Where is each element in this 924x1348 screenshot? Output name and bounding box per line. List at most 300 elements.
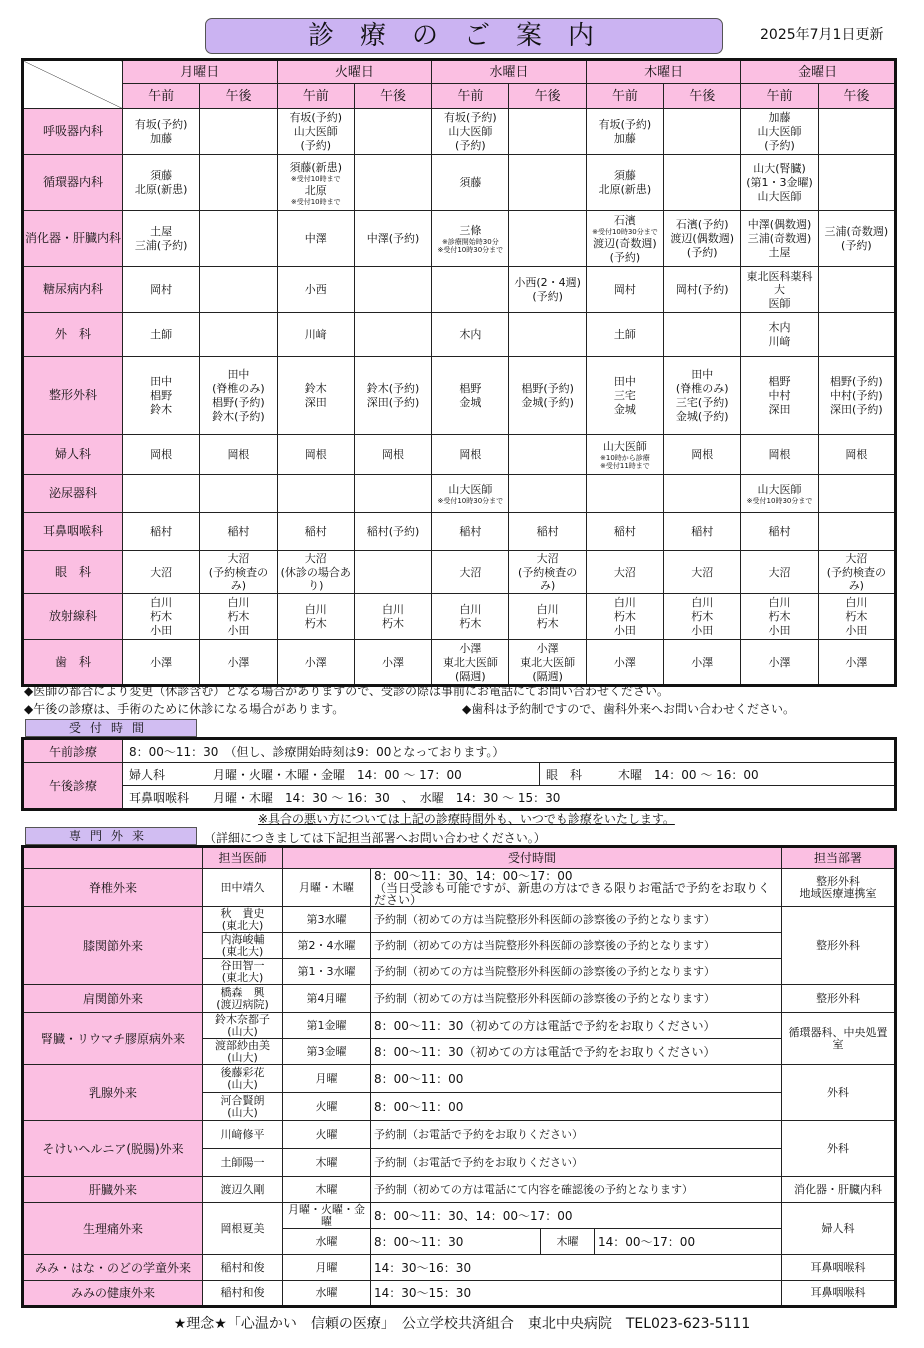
doctor-entry: 三宅(予約) xyxy=(675,396,729,409)
schedule-cell xyxy=(277,435,354,475)
hours: 14：30～15：30 xyxy=(374,1286,472,1300)
doctor-entry: 山大医師 xyxy=(757,125,802,138)
special-row xyxy=(23,1177,896,1203)
schedule-cell xyxy=(354,435,431,475)
doctor-entry: 有坂(予約) xyxy=(289,111,343,124)
weekday: 第4月曜 xyxy=(283,985,371,1013)
hours-text xyxy=(371,959,782,985)
weekday: 火曜 xyxy=(283,1093,371,1121)
schedule-cell xyxy=(432,357,509,435)
schedule-cell xyxy=(586,594,663,640)
special-row xyxy=(23,1203,896,1229)
doctor-entry: 稲村 xyxy=(691,525,714,538)
schedule-cell xyxy=(586,640,663,686)
doctor-entry: 山大医師 xyxy=(757,483,802,496)
clinic-name: 腎臓・リウマチ膠原病外来 xyxy=(23,1013,203,1065)
schedule-cell xyxy=(432,155,509,211)
pm-header: 午後 xyxy=(354,84,431,109)
schedule-cell xyxy=(664,475,741,513)
schedule-cell xyxy=(741,211,818,267)
clinic-name: 肩関節外来 xyxy=(23,985,203,1013)
schedule-cell xyxy=(664,513,741,551)
schedule-cell xyxy=(664,640,741,686)
schedule-cell xyxy=(354,267,431,313)
doctor-entry: 金城 xyxy=(459,396,482,409)
clinic-name: 乳腺外来 xyxy=(23,1065,203,1121)
doctor-entry: 朽木 xyxy=(613,610,636,623)
clinic-name: 肝臓外来 xyxy=(23,1177,203,1203)
schedule-cell xyxy=(354,109,431,155)
doctor-entry: 川﨑 xyxy=(304,328,327,341)
department-name-2: 地域医療連携室 xyxy=(799,886,877,900)
doctor-entry: 稲村 xyxy=(768,525,791,538)
doctor-entry: 山大医師 xyxy=(293,125,338,138)
doctor-entry: 有坂(予約) xyxy=(134,118,188,131)
doctor-entry: 岡根 xyxy=(845,448,868,461)
doctor-entry: 白川 xyxy=(613,596,636,609)
weekday: 月曜 xyxy=(283,1255,371,1281)
doctor-entry: 東北大医師 xyxy=(520,655,576,669)
doctor-entry: 加藤 xyxy=(150,132,173,145)
special-row xyxy=(23,985,896,1013)
schedule-cell xyxy=(277,551,354,594)
schedule-row xyxy=(23,594,896,640)
schedule-cell xyxy=(586,435,663,475)
doctor-entry: 岡根 xyxy=(459,448,482,461)
schedule-cell xyxy=(509,357,586,435)
doctor-entry: 須藤 xyxy=(150,169,173,182)
schedule-cell xyxy=(200,475,277,513)
schedule-cell xyxy=(200,594,277,640)
schedule-cell xyxy=(818,267,895,313)
day-fri: 金曜日 xyxy=(741,60,896,84)
schedule-cell xyxy=(200,267,277,313)
schedule-cell xyxy=(123,640,200,686)
weekday: 木曜 xyxy=(283,1149,371,1177)
doctor-entry: 朽木 xyxy=(768,610,791,623)
schedule-cell xyxy=(277,475,354,513)
header-dept: 担当部署 xyxy=(782,847,896,869)
doctor-cell xyxy=(203,1121,283,1149)
dept-name: 消化器・肝臓内科 xyxy=(23,211,123,267)
doctor-entry: (脊椎のみ) xyxy=(212,382,265,395)
doctor-entry: 岡根 xyxy=(382,448,405,461)
hours-text xyxy=(371,907,782,933)
hours-note: （当日受診も可能ですが、新患の方はできる限りお電話で予約をお取りください） xyxy=(374,880,771,907)
hours: 予約制（初めての方は電話にて内容を確認後の予約となります） xyxy=(374,1182,693,1196)
hours-text xyxy=(371,985,782,1013)
schedule-cell xyxy=(818,357,895,435)
doctor-entry: (予約検査のみ) xyxy=(826,566,886,592)
doctor-entry: 朽木 xyxy=(691,610,714,623)
doctor-entry: ※診療開始時30分 xyxy=(441,238,499,246)
doctor-entry: 朽木 xyxy=(382,617,405,630)
department xyxy=(782,907,896,985)
schedule-cell xyxy=(200,357,277,435)
schedule-cell xyxy=(432,475,509,513)
weekday-2: 木曜 xyxy=(541,1229,595,1255)
doctor-entry: 白川 xyxy=(768,596,791,609)
doctor-entry: 深田(予約) xyxy=(366,396,420,409)
doctor-entry: 三浦(奇数週) xyxy=(824,225,889,238)
schedule-cell xyxy=(509,640,586,686)
schedule-cell xyxy=(354,313,431,357)
doctor-cell xyxy=(203,1093,283,1121)
schedule-cell xyxy=(432,313,509,357)
doctor-entry: 中澤 xyxy=(304,232,327,245)
weekday: 第3水曜 xyxy=(283,907,371,933)
schedule-row xyxy=(23,435,896,475)
day-wed: 水曜日 xyxy=(432,60,587,84)
doctor-entry: 鈴木 xyxy=(304,382,327,395)
doctor-name: 岡根夏美 xyxy=(220,1221,265,1235)
schedule-cell xyxy=(277,313,354,357)
doctor-entry: (脊椎のみ) xyxy=(675,382,729,395)
doctor-entry: 石濱(予約) xyxy=(675,218,729,231)
weekday: 第2・4水曜 xyxy=(283,933,371,959)
doctor-entry: ※受付10時30分まで xyxy=(592,227,658,236)
updated-date: 2025年7月1日更新 xyxy=(760,27,884,43)
doctor-entry: 渡辺(偶数週) xyxy=(670,232,735,245)
schedule-cell xyxy=(200,313,277,357)
schedule-cell xyxy=(741,267,818,313)
doctor-entry: 白川 xyxy=(459,603,482,616)
hours: 8：00～11：30、14：00～17：00 xyxy=(374,868,573,883)
doctor-entry: 岡根 xyxy=(768,448,791,461)
department xyxy=(782,1121,896,1177)
schedule-cell xyxy=(818,211,895,267)
hours-text xyxy=(371,1149,782,1177)
schedule-cell xyxy=(818,513,895,551)
doctor-name: 橋森 興 xyxy=(220,985,265,999)
doctor-entry: 中澤(予約) xyxy=(366,232,420,245)
doctor-cell xyxy=(203,1013,283,1039)
doctor-entry: 稲村 xyxy=(613,525,636,538)
doctor-entry: 須藤 xyxy=(459,176,482,189)
schedule-cell xyxy=(586,313,663,357)
doctor-entry: 小澤 xyxy=(845,655,868,669)
dept-name: 眼 科 xyxy=(23,551,123,594)
hours-text xyxy=(371,1093,782,1121)
doctor-cell xyxy=(203,985,283,1013)
department xyxy=(782,869,896,907)
doctor-entry: 鈴木 xyxy=(150,403,173,416)
schedule-cell xyxy=(509,475,586,513)
schedule-cell xyxy=(818,435,895,475)
doctor-entry: 三浦(奇数週) xyxy=(747,232,812,245)
doctor-entry: 稲村 xyxy=(227,525,250,538)
doctor-cell xyxy=(203,959,283,985)
department-name: 外科 xyxy=(827,1085,849,1099)
day-mon: 月曜日 xyxy=(123,60,278,84)
doctor-affiliation: (山大) xyxy=(227,1077,258,1091)
schedule-cell xyxy=(123,475,200,513)
schedule-cell xyxy=(818,155,895,211)
schedule-cell xyxy=(123,109,200,155)
note-1: ◆医師の都合により変更（休診含む）となる場合がありますので、受診の際は事前にお電話にてお問い合わせください。 xyxy=(24,684,669,698)
doctor-cell xyxy=(203,1177,283,1203)
schedule-cell xyxy=(354,594,431,640)
reception-table xyxy=(21,737,897,811)
doctor-entry: 大沼 xyxy=(536,552,559,565)
doctor-cell xyxy=(203,1149,283,1177)
doctor-cell xyxy=(203,933,283,959)
doctor-entry: 稲村 xyxy=(304,525,327,538)
doctor-entry: 北原(新患) xyxy=(134,183,188,196)
doctor-entry: 渡辺(奇数週) xyxy=(593,236,657,250)
doctor-entry: ※受付10時30分まで xyxy=(437,497,504,505)
day-thu: 木曜日 xyxy=(586,60,741,84)
pm-gyn: 婦人科 月曜・火曜・木曜・金曜 14：00 ～ 17：00 xyxy=(123,763,540,786)
doctor-entry: 稲村 xyxy=(459,525,482,538)
doctor-entry: 川﨑 xyxy=(768,335,791,348)
doctor-entry: 木内 xyxy=(459,328,482,341)
doctor-entry: (予約検査のみ) xyxy=(517,566,578,592)
doctor-entry: 白川 xyxy=(304,603,327,616)
doctor-entry: (第1・3金曜) xyxy=(746,176,813,189)
department xyxy=(782,985,896,1013)
doctor-entry: 大沼 xyxy=(691,565,714,579)
doctor-entry: 土屋 xyxy=(768,246,791,259)
day-tue: 火曜日 xyxy=(277,60,432,84)
note-3: ◆歯科は予約制ですので、歯科外来へお問い合わせください。 xyxy=(462,702,795,716)
dept-name: 外 科 xyxy=(23,313,123,357)
weekday: 水曜 xyxy=(283,1281,371,1307)
doctor-entry: 椙野 xyxy=(150,389,173,402)
doctor-entry: 有坂(予約) xyxy=(598,118,652,131)
schedule-cell xyxy=(509,155,586,211)
schedule-cell xyxy=(818,551,895,594)
doctor-entry: 加藤 xyxy=(768,111,791,124)
reception-am-row xyxy=(23,739,896,763)
doctor-entry: 大沼 xyxy=(304,552,327,565)
doctor-cell xyxy=(203,1255,283,1281)
clinic-name: 生理痛外来 xyxy=(23,1203,203,1255)
schedule-cell xyxy=(277,594,354,640)
dept-name: 放射線科 xyxy=(23,594,123,640)
doctor-entry: 中澤(偶数週) xyxy=(747,218,812,231)
hours: 8：00～11：30（初めての方は電話で予約をお取りください） xyxy=(374,1018,716,1033)
schedule-cell xyxy=(432,211,509,267)
doctor-affiliation: (東北大) xyxy=(221,944,264,958)
dept-name: 耳鼻咽喉科 xyxy=(23,513,123,551)
schedule-row xyxy=(23,475,896,513)
schedule-cell xyxy=(123,267,200,313)
doctor-entry: 椙野 xyxy=(768,375,791,388)
schedule-row xyxy=(23,513,896,551)
am-label: 午前診療 xyxy=(23,739,123,763)
doctor-entry: 北原 xyxy=(304,183,327,197)
doctor-entry: 小澤 xyxy=(459,641,482,655)
schedule-cell xyxy=(432,640,509,686)
doctor-entry: 木内 xyxy=(768,321,791,334)
schedule-cell xyxy=(200,551,277,594)
doctor-name: 秋 貴史 xyxy=(220,906,265,920)
doctor-entry: 稲村 xyxy=(150,525,173,538)
clinic-name: みみの健康外来 xyxy=(23,1281,203,1307)
doctor-entry: (隔週) xyxy=(455,669,486,683)
schedule-cell xyxy=(123,211,200,267)
dept-name: 循環器内科 xyxy=(23,155,123,211)
schedule-cell xyxy=(509,109,586,155)
schedule-row xyxy=(23,155,896,211)
schedule-cell xyxy=(741,357,818,435)
doctor-cell xyxy=(203,1039,283,1065)
doctor-entry: (予約) xyxy=(300,139,332,152)
doctor-entry: 岡根 xyxy=(150,448,173,461)
schedule-cell xyxy=(586,109,663,155)
hours: 8：00～11：00 xyxy=(374,1071,464,1086)
doctor-entry: 中村 xyxy=(768,389,791,402)
hours-text xyxy=(371,869,782,907)
doctor-entry: 北原(新患) xyxy=(598,183,652,196)
department-name: 整形外科 xyxy=(816,991,860,1005)
hours-text xyxy=(371,1065,782,1093)
special-row xyxy=(23,1121,896,1149)
hours: 14：30～16：30 xyxy=(374,1260,472,1275)
schedule-cell xyxy=(741,313,818,357)
doctor-cell xyxy=(203,1065,283,1093)
doctor-entry: 小澤 xyxy=(304,655,327,669)
doctor-entry: 医師 xyxy=(768,296,791,310)
schedule-cell xyxy=(277,211,354,267)
hours: 8：00～11：30 xyxy=(371,1229,541,1255)
schedule-cell xyxy=(509,551,586,594)
doctor-entry: ※受付10時まで xyxy=(290,174,341,183)
doctor-entry: (隔週) xyxy=(532,669,563,683)
schedule-cell xyxy=(200,513,277,551)
doctor-name: 土師陽一 xyxy=(220,1155,265,1169)
doctor-entry: ※受付10時まで xyxy=(290,197,341,206)
weekday: 第3金曜 xyxy=(283,1039,371,1065)
doctor-entry: 小田 xyxy=(150,624,173,637)
schedule-cell xyxy=(123,594,200,640)
schedule-cell xyxy=(586,155,663,211)
schedule-row xyxy=(23,109,896,155)
doctor-entry: ※受付10時30分まで xyxy=(746,497,813,505)
department-name: 循環器科、中央処置室 xyxy=(788,1025,888,1051)
schedule-cell xyxy=(123,551,200,594)
schedule-row xyxy=(23,267,896,313)
doctor-entry: 大沼 xyxy=(613,565,636,579)
doctor-entry: 白川 xyxy=(382,603,405,616)
am-header: 午前 xyxy=(432,84,509,109)
department-name: 耳鼻咽喉科 xyxy=(810,1286,866,1299)
doctor-entry: 須藤 xyxy=(613,169,636,182)
doctor-entry: 小田 xyxy=(768,624,791,637)
clinic-name: みみ・はな・のどの学童外来 xyxy=(23,1255,203,1281)
day-header-row xyxy=(23,60,896,84)
doctor-entry: 有坂(予約) xyxy=(444,111,497,124)
doctor-entry: 東北医科薬科大 xyxy=(746,269,813,296)
doctor-name: 河合賢朗 xyxy=(220,1093,265,1107)
doctor-entry: 白川 xyxy=(691,596,714,609)
schedule-cell xyxy=(818,594,895,640)
schedule-cell xyxy=(586,357,663,435)
schedule-cell xyxy=(741,594,818,640)
doctor-entry: 田中 xyxy=(613,375,636,388)
dept-name: 整形外科 xyxy=(23,357,123,435)
doctor-entry: 大沼 xyxy=(150,565,173,579)
doctor-entry: 石濱 xyxy=(613,213,636,227)
doctor-entry: 朽木 xyxy=(304,617,327,630)
doctor-entry: 大沼 xyxy=(845,552,868,565)
schedule-cell xyxy=(586,211,663,267)
schedule-cell xyxy=(741,155,818,211)
hours: 予約制（お電話で予約をお取りください） xyxy=(374,1155,583,1169)
schedule-row xyxy=(23,640,896,686)
schedule-cell xyxy=(354,640,431,686)
schedule-cell xyxy=(123,513,200,551)
schedule-table xyxy=(21,58,897,687)
schedule-cell xyxy=(277,109,354,155)
header-blank xyxy=(23,847,203,869)
schedule-cell xyxy=(123,357,200,435)
schedule-row xyxy=(23,313,896,357)
pm-eye: 眼 科 木曜 14：00 ～ 16：00 xyxy=(539,763,895,786)
doctor-entry: 岡村(予約) xyxy=(675,283,729,296)
doctor-entry: (予約検査のみ) xyxy=(208,566,269,592)
pm-header: 午後 xyxy=(200,84,277,109)
pm-header: 午後 xyxy=(509,84,586,109)
schedule-cell xyxy=(664,155,741,211)
schedule-cell xyxy=(277,267,354,313)
reception-pm-row-2 xyxy=(23,786,896,810)
corner-cell xyxy=(23,60,123,109)
am-header: 午前 xyxy=(123,84,200,109)
hours: 8：00～11：30（初めての方は電話で予約をお取りください） xyxy=(374,1044,716,1059)
dept-name: 泌尿器科 xyxy=(23,475,123,513)
schedule-cell xyxy=(741,475,818,513)
doctor-entry: 白川 xyxy=(536,603,559,616)
schedule-cell xyxy=(818,313,895,357)
doctor-entry: 鈴木(予約) xyxy=(212,410,265,423)
doctor-entry: 田中 xyxy=(227,368,250,381)
doctor-entry: 朽木 xyxy=(227,610,250,623)
doctor-name: 渡部紗由美 xyxy=(215,1038,270,1052)
hours: 予約制（初めての方は当院整形外科医師の診察後の予約となります） xyxy=(374,964,715,978)
schedule-cell xyxy=(354,155,431,211)
doctor-entry: 鈴木(予約) xyxy=(366,382,420,395)
header-time: 受付時間 xyxy=(283,847,782,869)
doctor-entry: 朽木 xyxy=(459,617,482,630)
doctor-entry: 小澤 xyxy=(768,655,791,669)
hours-text xyxy=(371,1281,782,1307)
special-row xyxy=(23,1013,896,1039)
schedule-cell xyxy=(432,109,509,155)
doctor-entry: 山大医師 xyxy=(448,125,493,138)
dept-name: 婦人科 xyxy=(23,435,123,475)
doctor-name: 川﨑修平 xyxy=(220,1127,265,1141)
doctor-entry: 山大(腎臓) xyxy=(753,162,806,175)
schedule-cell xyxy=(432,267,509,313)
doctor-entry: ※受付11時まで xyxy=(600,462,650,470)
doctor-entry: 深田 xyxy=(304,396,327,409)
doctor-entry: 土屋 xyxy=(150,225,173,238)
schedule-cell xyxy=(741,513,818,551)
doctor-name: 稲村和俊 xyxy=(220,1286,265,1299)
doctor-cell xyxy=(203,869,283,907)
doctor-entry: 土師 xyxy=(613,328,636,341)
doctor-entry: (予約) xyxy=(764,139,795,152)
hours: 8：00～11：30、14：00～17：00 xyxy=(374,1208,573,1223)
reception-label: 受付時間 xyxy=(25,719,197,737)
department xyxy=(782,1203,896,1255)
doctor-entry: 岡村 xyxy=(150,283,173,296)
special-header-row xyxy=(23,847,896,869)
am-header: 午前 xyxy=(277,84,354,109)
department-name: 整形外科 xyxy=(816,874,860,888)
